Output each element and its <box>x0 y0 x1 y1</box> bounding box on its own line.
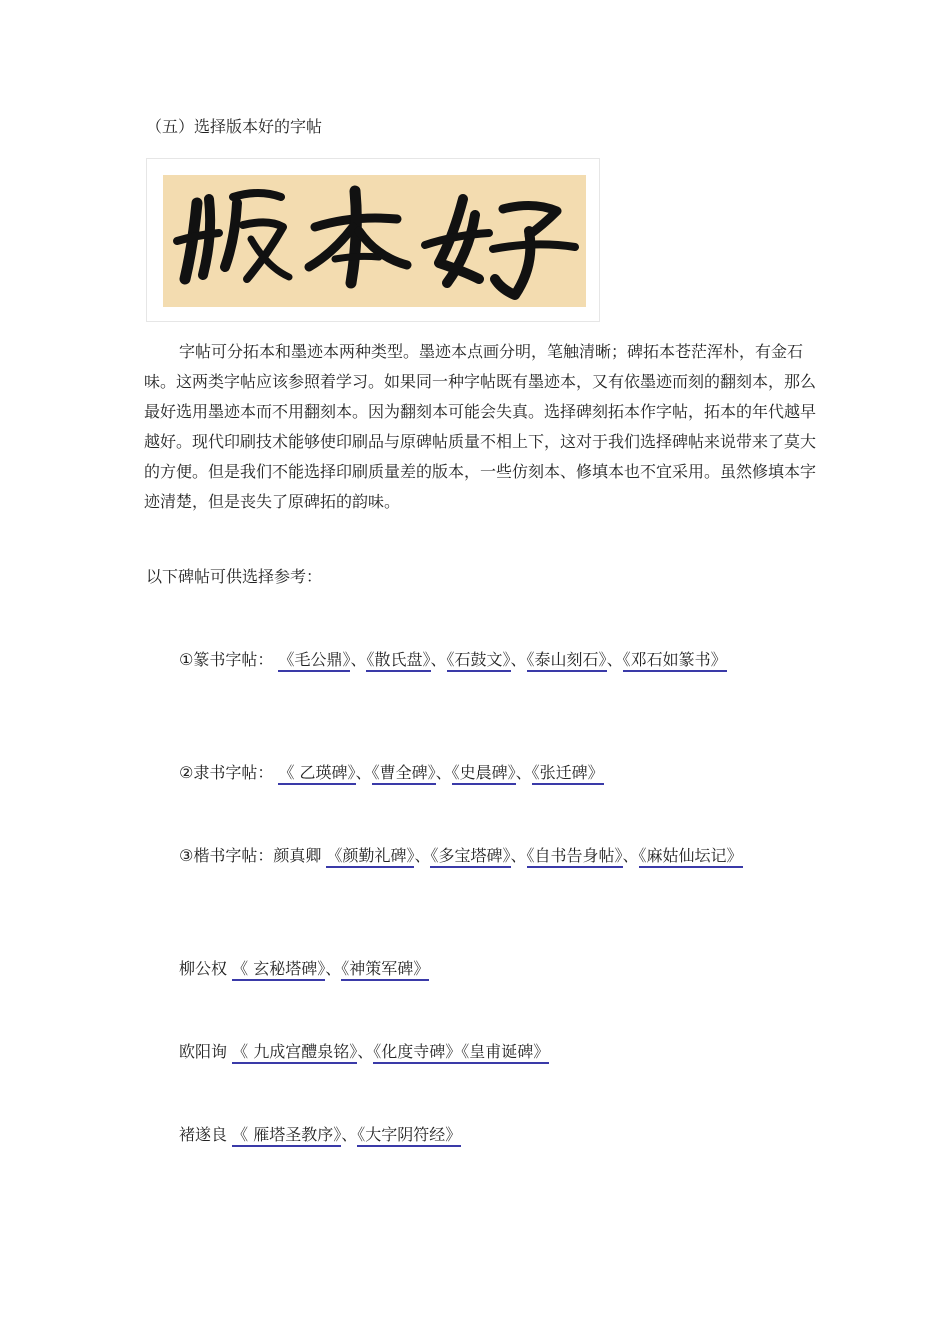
separator: 、 <box>515 763 532 782</box>
reference-intro: 以下碑帖可供选择参考： <box>146 567 323 586</box>
reference-link[interactable]: 《曹全碑》 <box>372 763 436 785</box>
calligraphy-brush-strokes <box>163 175 586 307</box>
section-heading: （五）选择版本好的字帖 <box>146 117 323 136</box>
reference-link[interactable]: 《毛公鼎》 <box>278 650 350 672</box>
ref-item-ouyang-xun <box>144 1037 804 1067</box>
reference-link[interactable]: 《多宝塔碑》 <box>430 846 510 868</box>
reference-link[interactable]: 《麻姑仙坛记》 <box>639 846 743 868</box>
separator: 、 <box>357 1042 374 1061</box>
calligraphy-figure <box>146 158 600 322</box>
reference-link[interactable]: 《 玄秘塔碑》 <box>232 959 325 981</box>
separator: 、 <box>606 650 623 669</box>
reference-link[interactable]: 《颜勤礼碑》 <box>326 846 414 868</box>
reference-link[interactable]: 《邓石如篆书》 <box>623 650 727 672</box>
separator: 、 <box>510 846 527 865</box>
separator: 、 <box>350 650 367 669</box>
ref-prefix: ①篆书字帖： <box>179 650 274 669</box>
reference-link[interactable]: 《史晨碑》 <box>452 763 516 785</box>
reference-link[interactable]: 《自书告身帖》 <box>527 846 623 868</box>
reference-link[interactable]: 《张迁碑》 <box>532 763 604 785</box>
ref-prefix: ③楷书字帖：颜真卿 <box>179 846 322 865</box>
reference-link[interactable]: 《石鼓文》 <box>447 650 511 672</box>
ref-item-liu-gongquan <box>144 954 804 984</box>
separator: 、 <box>430 650 447 669</box>
reference-link[interactable]: 《化度寺碑》 <box>373 1042 461 1064</box>
body-paragraph: 字帖可分拓本和墨迹本两种类型。墨迹本点画分明，笔触清晰；碑拓本苍茫浑朴，有金石味。这两类字帖应该参照着学习。如果同一种字帖既有墨迹本，又有依墨迹而刻的翻刻本，那么最好选用墨迹本而不用翻刻本。因为翻刻本可能会失真。选择碑刻拓本作字帖，拓本的年代越早越好。现代印刷技术能够使印刷品与原碑帖质量不相上下，这对于我们选择碑帖来说带来了莫大的方便。但是我们不能选择印刷质量差的版本，一些仿刻本、修填本也不宜采用。虽然修填本字迹清楚，但是丧失了原碑拓的韵味。 <box>144 342 817 511</box>
separator: 、 <box>341 1125 358 1144</box>
separator: 、 <box>325 959 342 978</box>
ref-prefix: 欧阳询 <box>179 1042 228 1061</box>
calligraphy-image <box>163 175 586 307</box>
ref-item-chu-suiliang <box>144 1120 804 1150</box>
separator: 、 <box>414 846 431 865</box>
reference-link[interactable]: 《 乙瑛碑》 <box>278 763 355 785</box>
reference-link[interactable]: 《大字阴符经》 <box>357 1125 461 1147</box>
ref-prefix: ②隶书字帖： <box>179 763 274 782</box>
separator: 、 <box>622 846 639 865</box>
reference-link[interactable]: 《神策军碑》 <box>341 959 429 981</box>
ref-item-clerical-script <box>144 758 804 788</box>
ref-prefix: 褚遂良 <box>179 1125 228 1144</box>
ref-item-regular-script <box>144 841 804 871</box>
reference-link[interactable]: 《 九成宫醴泉铭》 <box>232 1042 357 1064</box>
separator: 、 <box>510 650 527 669</box>
reference-link[interactable]: 《皇甫诞碑》 <box>461 1042 549 1064</box>
separator: 、 <box>435 763 452 782</box>
reference-link[interactable]: 《泰山刻石》 <box>527 650 607 672</box>
separator: 、 <box>355 763 372 782</box>
ref-item-seal-script <box>144 645 804 675</box>
reference-link[interactable]: 《散氏盘》 <box>366 650 430 672</box>
reference-link[interactable]: 《 雁塔圣教序》 <box>232 1125 341 1147</box>
ref-prefix: 柳公权 <box>179 959 228 978</box>
